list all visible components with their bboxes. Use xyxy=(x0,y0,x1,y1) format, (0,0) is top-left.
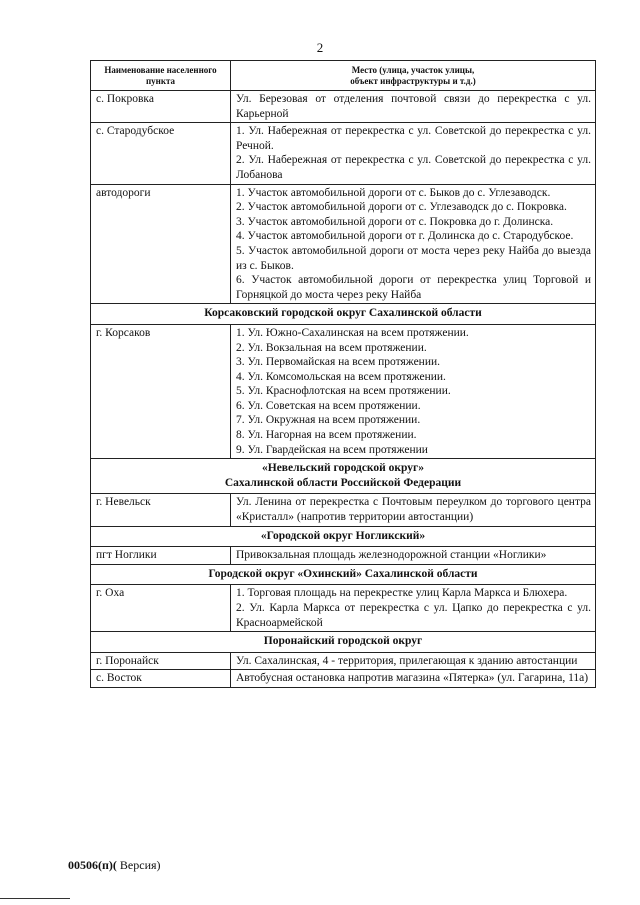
table-row xyxy=(91,494,596,526)
section-heading xyxy=(91,564,596,585)
location-item: 2. Ул. Набережная от перекрестка с ул. Советской до перекрестка с ул. Лобанова xyxy=(236,154,591,181)
header-location xyxy=(231,61,596,91)
location-item: 3. Ул. Первомайская на всем протяжении. xyxy=(236,356,441,369)
table-body xyxy=(91,91,596,688)
settlement-cell: г. Корсаков xyxy=(91,324,231,458)
location-item: 8. Ул. Нагорная на всем протяжении. xyxy=(236,429,417,442)
section-heading-line: Поронайский городской округ xyxy=(263,635,423,648)
location-item: Ул. Березовая от отделения почтовой связи до перекрестка с ул. Карьерной xyxy=(236,93,591,120)
table-row xyxy=(91,123,596,184)
section-heading-row xyxy=(91,564,596,585)
section-heading xyxy=(91,526,596,547)
table-row xyxy=(91,547,596,565)
location-cell xyxy=(231,670,596,688)
section-heading xyxy=(91,459,596,494)
section-heading xyxy=(91,304,596,325)
table-row xyxy=(91,585,596,632)
location-cell xyxy=(231,547,596,565)
section-heading-row xyxy=(91,459,596,494)
location-item: 6. Участок автомобильной дороги от перекрестка улиц Торговой и Горняцкой до моста через реку Найба xyxy=(236,274,591,301)
document-footer xyxy=(68,858,161,873)
location-cell xyxy=(231,123,596,184)
location-item: 2. Участок автомобильной дороги от с. Углезаводск до с. Покровка. xyxy=(236,201,567,214)
location-cell xyxy=(231,652,596,670)
settlement-cell: с. Стародубское xyxy=(91,123,231,184)
settlement-cell: г. Оха xyxy=(91,585,231,632)
header-location-line2: объект инфраструктуры и т.д.) xyxy=(350,75,476,86)
document-version: Версия) xyxy=(116,858,161,872)
location-item: 4. Ул. Комсомольская на всем протяжении. xyxy=(236,370,446,383)
settlement-cell: с. Покровка xyxy=(91,91,231,123)
location-item: 5. Участок автомобильной дороги от моста через реку Найба до выезда из с. Быков. xyxy=(236,244,591,272)
settlement-cell: с. Восток xyxy=(91,670,231,688)
location-item: Ул. Ленина от перекрестка с Почтовым переулком до торгового центра «Кристалл» (напротив территории автостанции) xyxy=(236,496,591,524)
section-heading-line: «Городской округ Ногликский» xyxy=(260,529,426,542)
table-row xyxy=(91,184,596,304)
location-item: 6. Ул. Советская на всем протяжении. xyxy=(236,399,421,412)
location-item: 5. Ул. Краснофлотская на всем протяжении. xyxy=(236,385,451,398)
table-row xyxy=(91,652,596,670)
location-item: 4. Участок автомобильной дороги от г. Долинска до с. Стародубское. xyxy=(236,230,574,243)
location-item: 2. Ул. Карла Маркса от перекрестка с ул. Цапко до перекрестка с ул. Красноармейской xyxy=(236,602,591,629)
location-item: Ул. Сахалинская, 4 - территория, прилегающая к зданию автостанции xyxy=(236,654,578,667)
location-item: 1. Ул. Южно-Сахалинская на всем протяжении. xyxy=(236,326,469,339)
section-heading-row xyxy=(91,304,596,325)
header-settlement: Наименование населенного пункта xyxy=(91,61,231,91)
settlement-cell: г. Невельск xyxy=(91,494,231,526)
location-item: 1. Ул. Набережная от перекрестка с ул. Советской до перекрестка с ул. Речной. xyxy=(236,125,591,152)
section-heading-line: Сахалинской области Российской Федерации xyxy=(224,476,462,489)
location-item: 3. Участок автомобильной дороги от с. Покровка до г. Долинска. xyxy=(236,215,554,228)
table-row xyxy=(91,91,596,123)
table-row xyxy=(91,670,596,688)
bottom-rule xyxy=(0,898,70,899)
location-cell xyxy=(231,324,596,458)
location-item: Автобусная остановка напротив магазина «Пятерка» (ул. Гагарина, 11а) xyxy=(236,672,589,685)
table-header-row xyxy=(91,61,596,91)
page-number: 2 xyxy=(316,40,324,55)
table-row xyxy=(91,324,596,458)
location-item: 7. Ул. Окружная на всем протяжении. xyxy=(236,414,421,427)
location-cell xyxy=(231,494,596,526)
section-heading-line: Городской округ «Охинский» Сахалинской области xyxy=(208,567,478,580)
location-cell xyxy=(231,91,596,123)
location-item: 2. Ул. Вокзальная на всем протяжении. xyxy=(236,341,427,354)
section-heading-row xyxy=(91,526,596,547)
settlement-cell: г. Поронайск xyxy=(91,652,231,670)
location-item: 9. Ул. Гвардейская на всем протяжении xyxy=(236,443,428,456)
location-item: Привокзальная площадь железнодорожной станции «Ноглики» xyxy=(236,549,547,562)
location-item: 1. Участок автомобильной дороги от с. Быков до с. Углезаводск. xyxy=(236,186,551,199)
settlement-cell: автодороги xyxy=(91,184,231,304)
section-heading-row xyxy=(91,632,596,653)
location-cell xyxy=(231,184,596,304)
locations-table xyxy=(90,60,596,688)
settlement-cell: пгт Ноглики xyxy=(91,547,231,565)
section-heading xyxy=(91,632,596,653)
location-item: 1. Торговая площадь на перекрестке улиц Карла Маркса и Блюхера. xyxy=(236,587,568,600)
document-code: 00506(п)( xyxy=(68,858,117,872)
section-heading-line: «Невельский городской округ» xyxy=(262,462,424,475)
section-heading-line: Корсаковский городской округ Сахалинской области xyxy=(204,307,482,320)
location-cell xyxy=(231,585,596,632)
header-location-line1: Место (улица, участок улицы, xyxy=(351,65,475,75)
